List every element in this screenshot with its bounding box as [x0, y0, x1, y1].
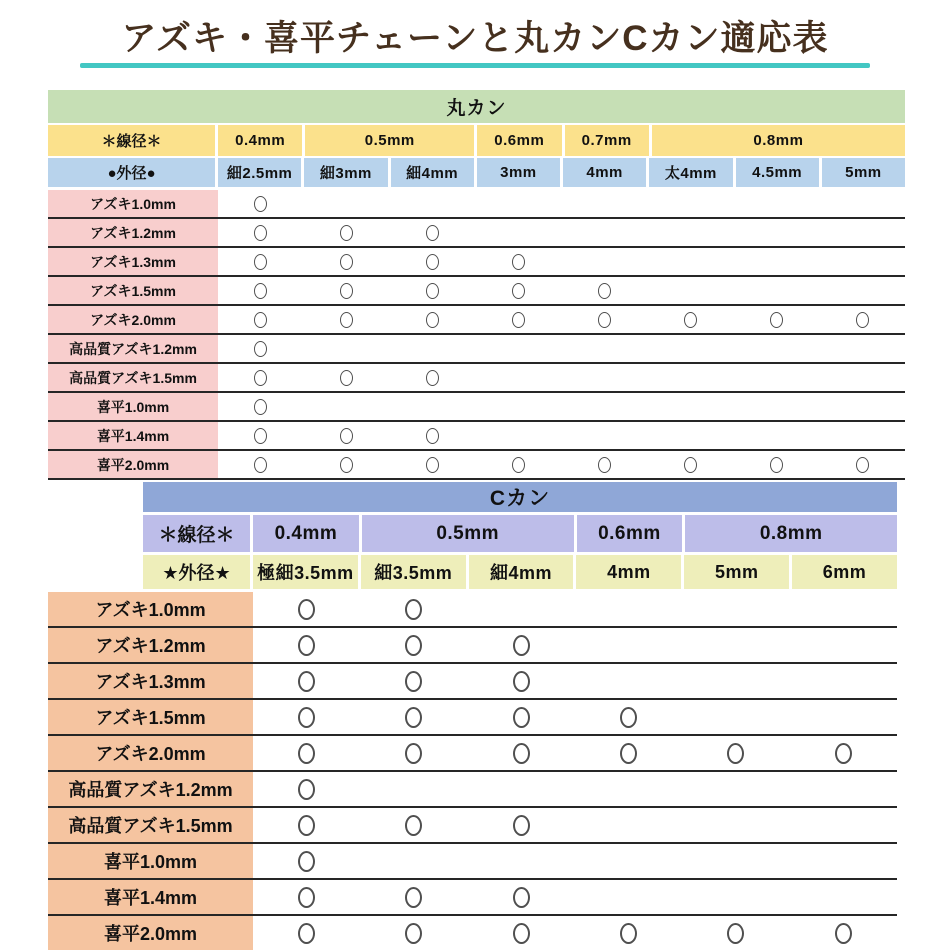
- compat-cell: [468, 880, 575, 914]
- compat-cell: [733, 306, 819, 333]
- compat-cell: [304, 451, 390, 478]
- compat-cell: [360, 736, 467, 770]
- compat-cell: [682, 700, 789, 734]
- compatibility-circle-mark: [513, 671, 530, 692]
- compat-cell: [253, 880, 360, 914]
- compat-cell: [575, 772, 682, 806]
- compat-cell: [390, 451, 476, 478]
- outer-size-cell: 4mm: [573, 555, 681, 589]
- compatibility-circle-mark: [340, 312, 353, 328]
- compat-cell: [468, 700, 575, 734]
- compat-cell: [390, 277, 476, 304]
- compat-cell: [647, 451, 733, 478]
- compat-cell: [390, 219, 476, 246]
- compat-cell: [819, 364, 905, 391]
- compatibility-circle-mark: [513, 743, 530, 764]
- chain-row-label: アズキ1.5mm: [48, 700, 253, 734]
- compatibility-circle-mark: [835, 923, 852, 944]
- compat-cell: [360, 700, 467, 734]
- compatibility-circle-mark: [298, 671, 315, 692]
- compat-cell: [575, 628, 682, 662]
- outer-size-cell: 細2.5mm: [218, 158, 301, 187]
- compat-cell: [476, 190, 562, 217]
- compat-cell: [304, 248, 390, 275]
- compat-cell: [476, 422, 562, 449]
- compat-cell: [253, 844, 360, 878]
- compat-cell: [575, 736, 682, 770]
- chain-row-label: アズキ1.5mm: [48, 277, 218, 304]
- compat-cell: [476, 248, 562, 275]
- compatibility-circle-mark: [426, 283, 439, 299]
- table-row: [48, 880, 897, 916]
- page-title: アズキ・喜平チェーンと丸カンCカン適応表: [121, 19, 829, 58]
- table-row: [48, 277, 905, 306]
- ckan-table-body: [48, 592, 897, 950]
- compat-cell: [253, 772, 360, 806]
- compat-cell: [790, 700, 897, 734]
- compatibility-circle-mark: [620, 743, 637, 764]
- compat-cell: [304, 219, 390, 246]
- compatibility-circle-mark: [727, 743, 744, 764]
- compatibility-circle-mark: [684, 312, 697, 328]
- chain-row-label: 喜平2.0mm: [48, 451, 218, 478]
- compat-cell: [468, 628, 575, 662]
- compat-cell: [819, 335, 905, 362]
- compatibility-circle-mark: [340, 225, 353, 241]
- compatibility-circle-mark: [513, 707, 530, 728]
- compat-cell: [253, 700, 360, 734]
- compat-cell: [468, 808, 575, 842]
- compatibility-circle-mark: [340, 370, 353, 386]
- compatibility-circle-mark: [254, 196, 267, 212]
- compatibility-circle-mark: [405, 887, 422, 908]
- compatibility-circle-mark: [426, 370, 439, 386]
- table-row: [48, 364, 905, 393]
- compatibility-circle-mark: [298, 743, 315, 764]
- compatibility-circle-mark: [426, 457, 439, 473]
- compat-cell: [468, 844, 575, 878]
- table-row: [48, 664, 897, 700]
- compat-cell: [682, 592, 789, 626]
- compat-cell: [647, 190, 733, 217]
- compatibility-circle-mark: [298, 707, 315, 728]
- table-row: [48, 393, 905, 422]
- compat-cell: [218, 393, 304, 420]
- compat-cell: [682, 808, 789, 842]
- compatibility-circle-mark: [254, 254, 267, 270]
- wire-size-cell: 0.6mm: [474, 125, 561, 156]
- compatibility-circle-mark: [770, 457, 783, 473]
- outer-size-cell: 5mm: [681, 555, 789, 589]
- chain-row-label: 高品質アズキ1.5mm: [48, 364, 218, 391]
- wire-size-cell: 0.5mm: [302, 125, 474, 156]
- compat-cell: [575, 664, 682, 698]
- compatibility-circle-mark: [512, 283, 525, 299]
- chain-row-label: アズキ1.3mm: [48, 248, 218, 275]
- compat-cell: [476, 393, 562, 420]
- compat-cell: [218, 219, 304, 246]
- compatibility-circle-mark: [254, 457, 267, 473]
- compat-cell: [390, 248, 476, 275]
- compat-cell: [304, 335, 390, 362]
- compatibility-circle-mark: [856, 312, 869, 328]
- compat-cell: [390, 393, 476, 420]
- compat-cell: [390, 190, 476, 217]
- compat-cell: [819, 393, 905, 420]
- compat-cell: [468, 736, 575, 770]
- compat-cell: [790, 592, 897, 626]
- table-row: [48, 335, 905, 364]
- compat-cell: [360, 916, 467, 950]
- compatibility-circle-mark: [684, 457, 697, 473]
- compatibility-circle-mark: [727, 923, 744, 944]
- compat-cell: [360, 808, 467, 842]
- compat-cell: [562, 219, 648, 246]
- compatibility-circle-mark: [254, 428, 267, 444]
- table-row: [48, 700, 897, 736]
- compat-cell: [575, 592, 682, 626]
- compat-cell: [682, 736, 789, 770]
- compat-cell: [790, 880, 897, 914]
- compat-cell: [575, 700, 682, 734]
- table-row: [48, 190, 905, 219]
- wire-size-cell: 0.4mm: [253, 515, 359, 552]
- chain-row-label: 高品質アズキ1.2mm: [48, 772, 253, 806]
- wire-size-cell: 0.5mm: [359, 515, 574, 552]
- compat-cell: [218, 422, 304, 449]
- compat-cell: [360, 628, 467, 662]
- compat-cell: [790, 628, 897, 662]
- table-row: [48, 736, 897, 772]
- chain-row-label: アズキ1.3mm: [48, 664, 253, 698]
- compat-cell: [562, 190, 648, 217]
- compat-cell: [253, 628, 360, 662]
- compat-cell: [468, 772, 575, 806]
- outer-size-cell: 細4mm: [388, 158, 474, 187]
- compat-cell: [218, 248, 304, 275]
- compatibility-circle-mark: [512, 254, 525, 270]
- compatibility-circle-mark: [598, 457, 611, 473]
- compat-cell: [733, 190, 819, 217]
- wire-diameter-header: ＊線径＊: [48, 125, 218, 156]
- chain-row-label: アズキ1.0mm: [48, 190, 218, 217]
- outer-size-cell: 6mm: [789, 555, 897, 589]
- compat-cell: [360, 880, 467, 914]
- compat-cell: [575, 880, 682, 914]
- table-row: [48, 451, 905, 480]
- compatibility-circle-mark: [298, 923, 315, 944]
- compat-cell: [253, 808, 360, 842]
- compat-cell: [790, 772, 897, 806]
- compatibility-circle-mark: [340, 428, 353, 444]
- compat-cell: [682, 664, 789, 698]
- compat-cell: [253, 592, 360, 626]
- chain-row-label: 喜平1.0mm: [48, 393, 218, 420]
- compat-cell: [790, 844, 897, 878]
- compat-cell: [476, 451, 562, 478]
- chain-row-label: アズキ1.2mm: [48, 628, 253, 662]
- outer-diameter-header: ★外径★: [143, 555, 253, 589]
- compatibility-circle-mark: [405, 635, 422, 656]
- compat-cell: [360, 592, 467, 626]
- compat-cell: [468, 664, 575, 698]
- compat-cell: [562, 422, 648, 449]
- wire-size-cell: 0.6mm: [574, 515, 683, 552]
- chain-row-label: 喜平2.0mm: [48, 916, 253, 950]
- compat-cell: [304, 277, 390, 304]
- compat-cell: [253, 916, 360, 950]
- compat-cell: [647, 248, 733, 275]
- compatibility-circle-mark: [405, 599, 422, 620]
- compat-cell: [218, 277, 304, 304]
- chain-row-label: 喜平1.4mm: [48, 880, 253, 914]
- compatibility-circle-mark: [298, 779, 315, 800]
- compatibility-circle-mark: [405, 671, 422, 692]
- maru-kan-table: [48, 90, 905, 480]
- compat-cell: [476, 306, 562, 333]
- compatibility-circle-mark: [856, 457, 869, 473]
- compat-cell: [819, 306, 905, 333]
- compat-cell: [253, 664, 360, 698]
- compatibility-circle-mark: [513, 887, 530, 908]
- compat-cell: [360, 664, 467, 698]
- compat-cell: [733, 364, 819, 391]
- compatibility-circle-mark: [513, 815, 530, 836]
- compat-cell: [575, 844, 682, 878]
- maru-table-title: 丸カン: [48, 90, 905, 123]
- wire-size-cell: 0.8mm: [682, 515, 897, 552]
- compat-cell: [790, 664, 897, 698]
- compat-cell: [647, 422, 733, 449]
- compat-cell: [682, 628, 789, 662]
- ckan-outer-row: [143, 555, 897, 589]
- compatibility-circle-mark: [405, 743, 422, 764]
- compat-cell: [390, 422, 476, 449]
- chain-row-label: 喜平1.4mm: [48, 422, 218, 449]
- chain-row-label: 高品質アズキ1.5mm: [48, 808, 253, 842]
- compatibility-circle-mark: [513, 635, 530, 656]
- compat-cell: [819, 422, 905, 449]
- chain-row-label: アズキ1.2mm: [48, 219, 218, 246]
- compat-cell: [390, 306, 476, 333]
- wire-size-cell: 0.4mm: [218, 125, 302, 156]
- compat-cell: [562, 451, 648, 478]
- table-row: [48, 916, 897, 950]
- outer-diameter-header: ●外径●: [48, 158, 218, 187]
- ckan-wire-row: [143, 515, 897, 552]
- compat-cell: [790, 808, 897, 842]
- table-row: [48, 422, 905, 451]
- compat-cell: [647, 277, 733, 304]
- compat-cell: [562, 364, 648, 391]
- compatibility-circle-mark: [426, 312, 439, 328]
- compatibility-circle-mark: [598, 283, 611, 299]
- compatibility-circle-mark: [426, 225, 439, 241]
- table-row: [48, 219, 905, 248]
- compat-cell: [562, 306, 648, 333]
- compat-cell: [790, 916, 897, 950]
- compatibility-circle-mark: [620, 707, 637, 728]
- compat-cell: [218, 306, 304, 333]
- table-row: [48, 772, 897, 808]
- compatibility-circle-mark: [340, 254, 353, 270]
- compat-cell: [468, 592, 575, 626]
- compat-cell: [304, 190, 390, 217]
- wire-diameter-header: ＊線径＊: [143, 515, 253, 552]
- compatibility-circle-mark: [340, 283, 353, 299]
- compat-cell: [733, 422, 819, 449]
- compat-cell: [218, 451, 304, 478]
- compat-cell: [575, 808, 682, 842]
- maru-table-body: [48, 190, 905, 480]
- compat-cell: [562, 393, 648, 420]
- compatibility-circle-mark: [340, 457, 353, 473]
- compat-cell: [682, 916, 789, 950]
- compatibility-circle-mark: [298, 851, 315, 872]
- compatibility-circle-mark: [298, 599, 315, 620]
- compat-cell: [819, 190, 905, 217]
- compat-cell: [819, 248, 905, 275]
- compat-cell: [562, 248, 648, 275]
- chain-row-label: アズキ2.0mm: [48, 306, 218, 333]
- compat-cell: [682, 880, 789, 914]
- compat-cell: [562, 335, 648, 362]
- compat-cell: [647, 219, 733, 246]
- compat-cell: [682, 844, 789, 878]
- compat-cell: [733, 248, 819, 275]
- table-row: [48, 808, 897, 844]
- compatibility-circle-mark: [298, 635, 315, 656]
- compat-cell: [360, 772, 467, 806]
- compat-cell: [218, 335, 304, 362]
- compat-cell: [575, 916, 682, 950]
- compatibility-circle-mark: [298, 815, 315, 836]
- compat-cell: [733, 335, 819, 362]
- compat-cell: [819, 451, 905, 478]
- compat-cell: [647, 306, 733, 333]
- compat-cell: [562, 277, 648, 304]
- compatibility-circle-mark: [426, 428, 439, 444]
- c-kan-table: [48, 482, 897, 950]
- maru-outer-row: [48, 158, 905, 187]
- table-row: [48, 306, 905, 335]
- compatibility-circle-mark: [405, 923, 422, 944]
- table-row: [48, 248, 905, 277]
- chain-row-label: アズキ1.0mm: [48, 592, 253, 626]
- outer-size-cell: 4.5mm: [733, 158, 819, 187]
- compat-cell: [819, 219, 905, 246]
- compatibility-circle-mark: [405, 707, 422, 728]
- outer-size-cell: 3mm: [474, 158, 560, 187]
- compatibility-circle-mark: [405, 815, 422, 836]
- compat-cell: [253, 736, 360, 770]
- compat-cell: [304, 393, 390, 420]
- compatibility-circle-mark: [426, 254, 439, 270]
- compat-cell: [819, 277, 905, 304]
- compat-cell: [218, 190, 304, 217]
- compat-cell: [304, 306, 390, 333]
- compat-cell: [476, 277, 562, 304]
- compat-cell: [360, 844, 467, 878]
- outer-size-cell: 細4mm: [466, 555, 574, 589]
- table-row: [48, 592, 897, 628]
- outer-size-cell: 細3mm: [301, 158, 387, 187]
- compatibility-circle-mark: [254, 341, 267, 357]
- chain-row-label: アズキ2.0mm: [48, 736, 253, 770]
- compat-cell: [476, 219, 562, 246]
- compat-cell: [476, 335, 562, 362]
- compat-cell: [733, 277, 819, 304]
- outer-size-cell: 4mm: [560, 158, 646, 187]
- title-underline: [80, 63, 870, 68]
- compatibility-circle-mark: [598, 312, 611, 328]
- compat-cell: [468, 916, 575, 950]
- compat-cell: [682, 772, 789, 806]
- outer-size-cell: 太4mm: [646, 158, 732, 187]
- compatibility-circle-mark: [254, 312, 267, 328]
- table-row: [48, 628, 897, 664]
- compat-cell: [733, 393, 819, 420]
- outer-size-cell: 細3.5mm: [358, 555, 466, 589]
- compat-cell: [647, 364, 733, 391]
- chain-row-label: 高品質アズキ1.2mm: [48, 335, 218, 362]
- compat-cell: [647, 393, 733, 420]
- wire-size-cell: 0.8mm: [649, 125, 905, 156]
- compatibility-circle-mark: [512, 312, 525, 328]
- compatibility-circle-mark: [620, 923, 637, 944]
- compatibility-circle-mark: [254, 225, 267, 241]
- compatibility-circle-mark: [254, 399, 267, 415]
- wire-size-cell: 0.7mm: [562, 125, 649, 156]
- compatibility-circle-mark: [770, 312, 783, 328]
- compat-cell: [476, 364, 562, 391]
- compatibility-circle-mark: [513, 923, 530, 944]
- page-header: [0, 16, 950, 68]
- ckan-table-title: Cカン: [143, 482, 897, 512]
- outer-size-cell: 極細3.5mm: [253, 555, 358, 589]
- compatibility-circle-mark: [835, 743, 852, 764]
- chain-row-label: 喜平1.0mm: [48, 844, 253, 878]
- compat-cell: [790, 736, 897, 770]
- compat-cell: [304, 422, 390, 449]
- maru-wire-row: [48, 125, 905, 156]
- compatibility-circle-mark: [254, 283, 267, 299]
- compat-cell: [390, 364, 476, 391]
- compat-cell: [647, 335, 733, 362]
- table-row: [48, 844, 897, 880]
- compat-cell: [733, 451, 819, 478]
- compatibility-circle-mark: [512, 457, 525, 473]
- compat-cell: [304, 364, 390, 391]
- outer-size-cell: 5mm: [819, 158, 905, 187]
- compat-cell: [390, 335, 476, 362]
- compatibility-circle-mark: [298, 887, 315, 908]
- compatibility-circle-mark: [254, 370, 267, 386]
- compat-cell: [218, 364, 304, 391]
- compat-cell: [733, 219, 819, 246]
